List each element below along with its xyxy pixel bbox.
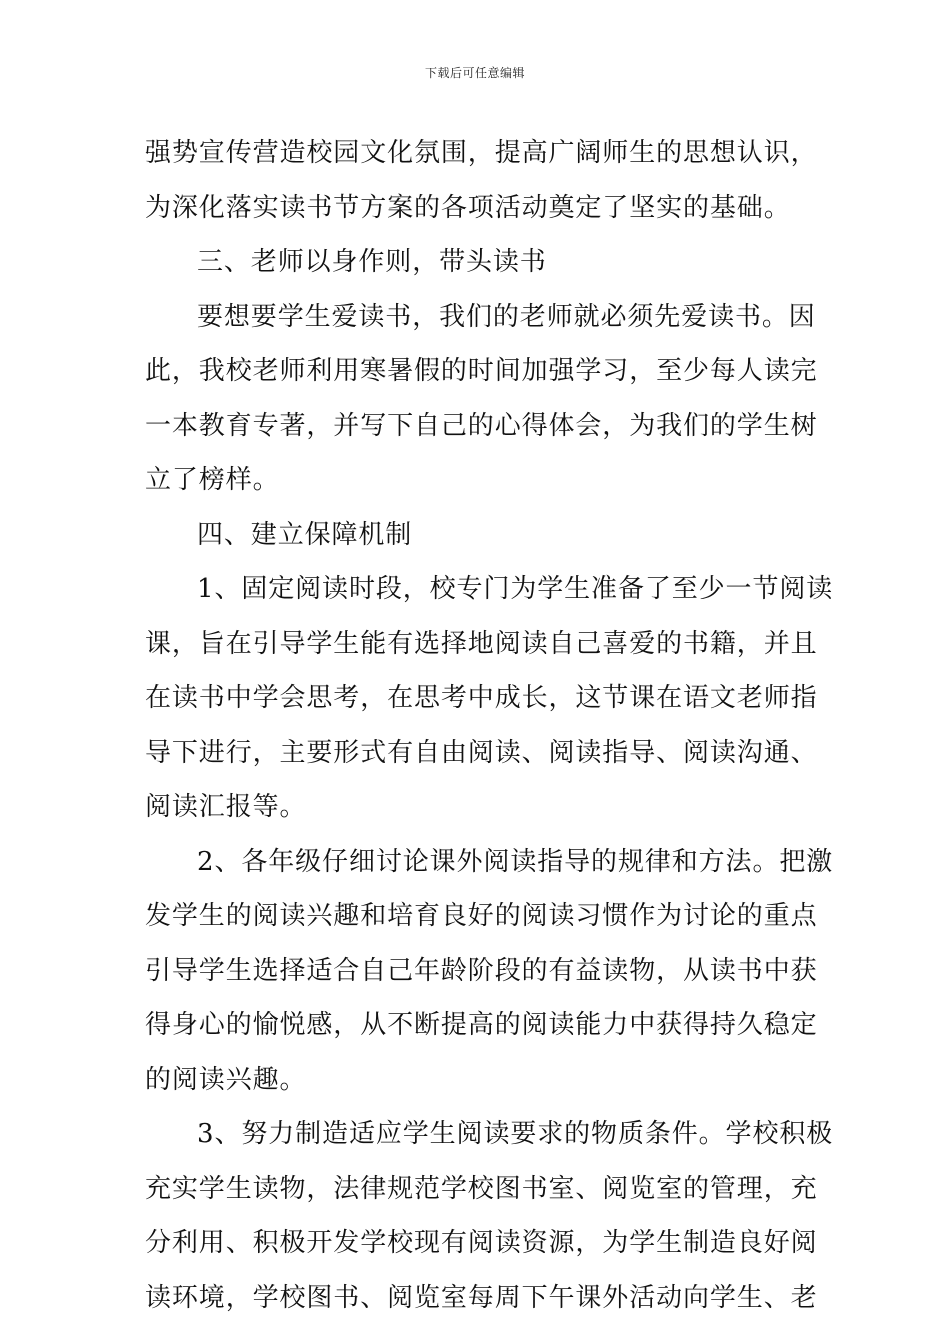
page-header: 下载后可任意编辑	[424, 66, 525, 80]
section-heading: 四、建立保障机制	[197, 519, 413, 550]
text-line: 得身心的愉悦感，从不断提高的阅读能力中获得持久稳定	[145, 1010, 818, 1040]
text-line: 此，我校老师利用寒暑假的时间加强学习，至少每人读完	[145, 356, 818, 386]
text-line: 要想要学生爱读书，我们的老师就必须先爱读书。因	[197, 301, 816, 332]
document-body	[145, 126, 834, 1325]
text-line: 引导学生选择适合自己年龄阶段的有益读物，从读书中获	[145, 955, 818, 986]
text-line: 课，旨在引导学生能有选择地阅读自己喜爱的书籍，并且	[145, 628, 818, 659]
text-line: 2、各年级仔细讨论课外阅读指导的规律和方法。把激	[197, 846, 834, 877]
text-line: 1、固定阅读时段，校专门为学生准备了至少一节阅读	[197, 574, 834, 604]
text-line: 发学生的阅读兴趣和培育良好的阅读习惯作为讨论的重点	[145, 901, 818, 931]
text-line: 立了榜样。	[145, 465, 280, 495]
text-line: 为深化落实读书节方案的各项活动奠定了坚实的基础。	[145, 192, 791, 223]
text-line: 分利用、积极开发学校现有阅读资源，为学生制造良好阅	[145, 1228, 818, 1258]
text-line: 读环境，学校图书、阅览室每周下午课外活动向学生、老	[145, 1282, 818, 1313]
text-line: 的阅读兴趣。	[145, 1064, 307, 1095]
text-line: 一本教育专著，并写下自己的心得体会，为我们的学生树	[145, 410, 818, 441]
section-heading: 三、老师以身作则，带头读书	[197, 247, 547, 277]
text-line: 导下进行，主要形式有自由阅读、阅读指导、阅读沟通、	[145, 737, 818, 768]
text-line: 阅读汇报等。	[145, 792, 307, 822]
text-line: 在读书中学会思考，在思考中成长，这节课在语文老师指	[145, 683, 818, 713]
text-line: 3、努力制造适应学生阅读要求的物质条件。学校积极	[197, 1119, 834, 1149]
text-line: 强势宣传营造校园文化氛围，提高广阔师生的思想认识，	[145, 138, 818, 168]
text-line: 充实学生读物，法律规范学校图书室、阅览室的管理，充	[145, 1173, 818, 1204]
